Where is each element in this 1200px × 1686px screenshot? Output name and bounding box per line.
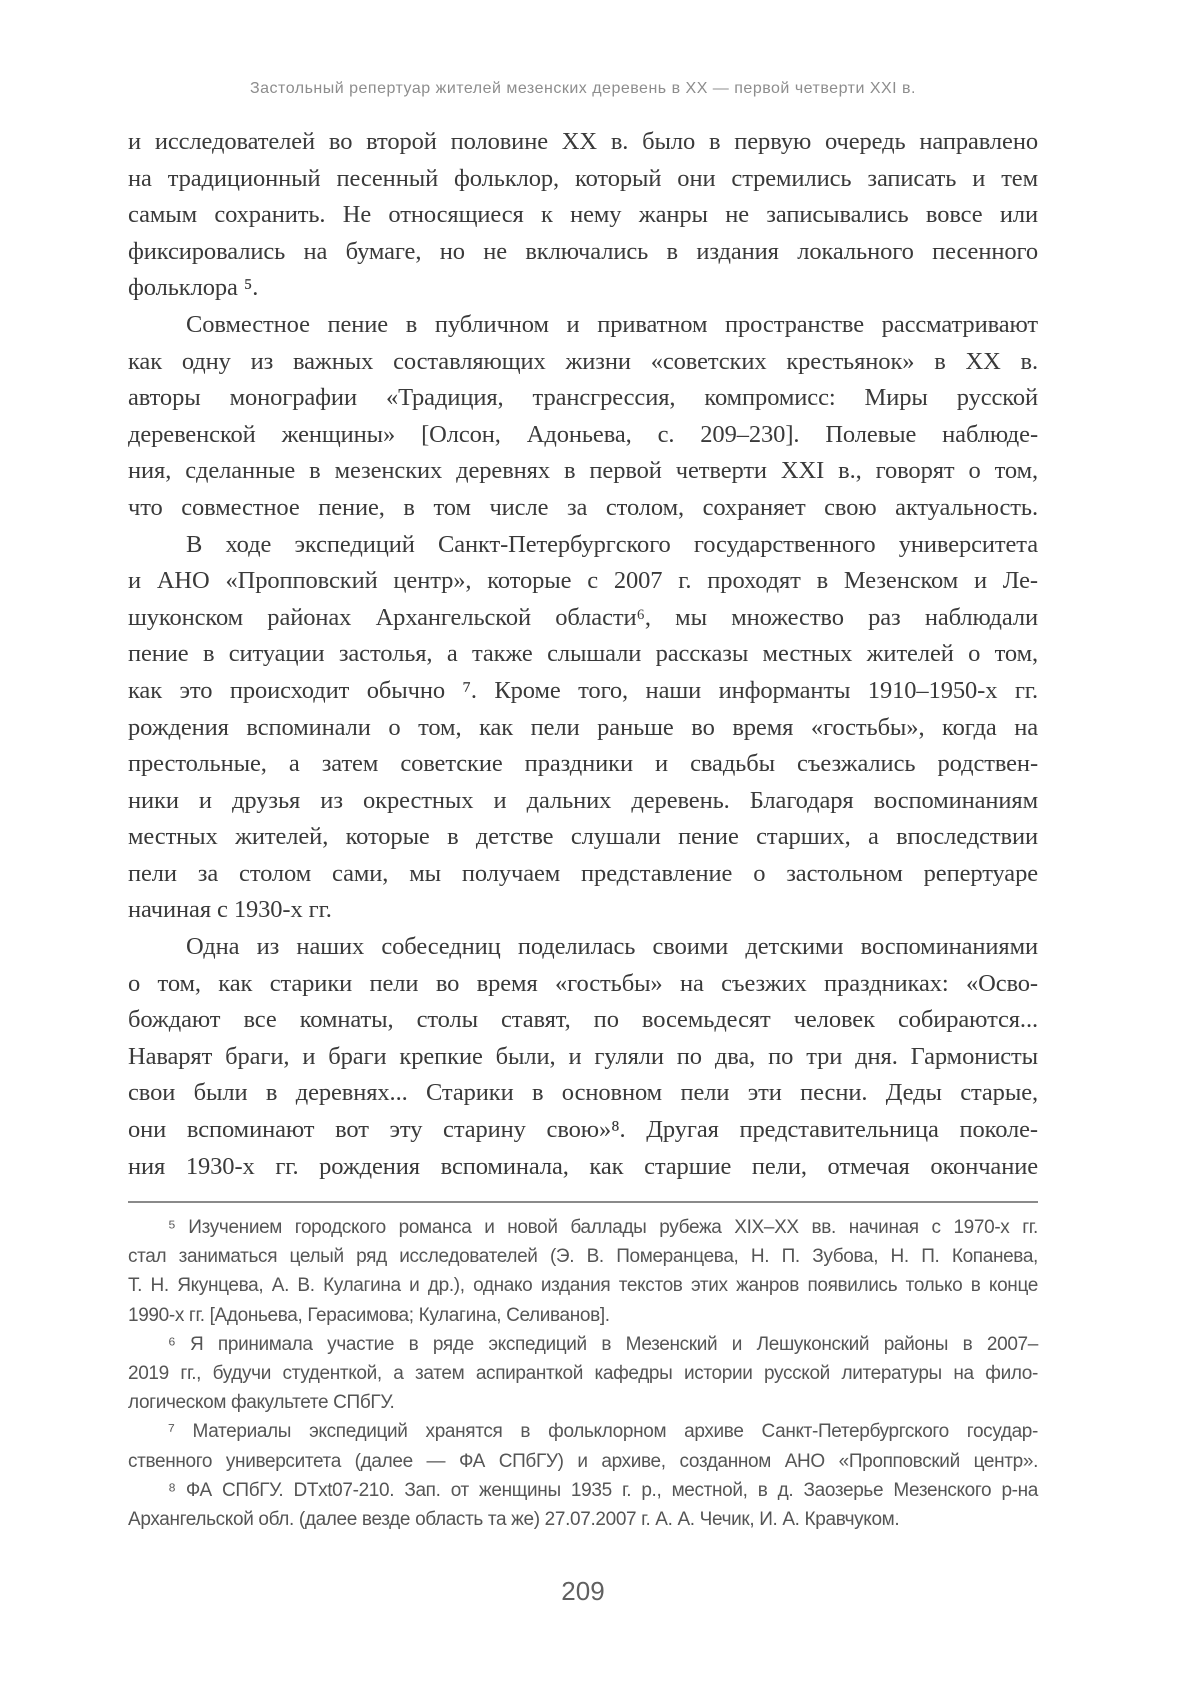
footnote-line: 1990-х гг. [Адоньева, Герасимова; Кулагина, Селиванов]. (128, 1304, 610, 1326)
body-line: и АНО «Пропповский центр», которые с 2007 г. проходят в Мезенском и Ле- (128, 567, 1038, 595)
body-line: деревенской женщины» [Олсон, Адоньева, с. 209–230]. Полевые наблюде- (128, 420, 1038, 448)
body-line: фиксировались на бумаге, но не включались в издания локального песенного (128, 237, 1038, 265)
footnote-line: ⁵ Изучением городского романса и новой баллады рубежа XIX–XX вв. начиная с 1970-х гг. (168, 1217, 1038, 1238)
body-line: как это происходит обычно ⁷. Кроме того, наши информанты 1910–1950-х гг. (128, 676, 1038, 704)
footnote-line: ственного университета (далее — ФА СПбГУ) и архиве, созданном АНО «Пропповский центр». (128, 1450, 1038, 1472)
page-number: 209 (561, 1576, 605, 1606)
footnote (128, 1330, 1038, 1418)
footnote-line: ⁶ Я принимала участие в ряде экспедиций в Мезенский и Лешуконский районы в 2007– (168, 1333, 1038, 1355)
body-line: В ходе экспедиций Санкт-Петербургского государственного университета (186, 530, 1038, 558)
footnotes (128, 1213, 1038, 1534)
footnote (128, 1476, 1038, 1534)
footnote (128, 1213, 1038, 1330)
body-line: пели за столом сами, мы получаем представление о застольном репертуаре (128, 859, 1038, 887)
body-line: свои были в деревнях... Старики в основном пели эти песни. Деды старые, (128, 1079, 1038, 1107)
body-line: Наварят браги, и браги крепкие были, и гуляли по два, по три дня. Гармонисты (128, 1042, 1038, 1070)
body-line: пение в ситуации застолья, а также слышали рассказы местных жителей о том, (128, 640, 1038, 668)
body-line: они вспоминают вот эту старину свою»⁸. Другая представительница поколе- (128, 1116, 1038, 1144)
body-line: Одна из наших собеседниц поделилась своими детскими воспоминаниями (186, 933, 1038, 961)
footnote-line: Т. Н. Якунцева, А. В. Кулагина и др.), однако издания текстов этих жанров появились только в конце (128, 1275, 1038, 1297)
paragraph (128, 527, 1038, 930)
footnote-line: ⁷ Материалы экспедиций хранятся в фольклорном архиве Санкт-Петербургского государ- (168, 1421, 1038, 1443)
body-line: авторы монографии «Традиция, трансгрессия, компромисс: Миры русской (128, 384, 1038, 412)
body-line: начиная с 1930-х гг. (128, 896, 332, 924)
body-text (128, 124, 1038, 1185)
footnote-line: стал заниматься целый ряд исследователей (Э. В. Померанцева, Н. П. Зубова, Н. П. Копанева, (128, 1246, 1038, 1268)
paragraph (128, 929, 1038, 1185)
body-line: и исследователей во второй половине XX в. было в первую очередь направлено (128, 128, 1038, 155)
body-line: Совместное пение в публичном и приватном пространстве рассматривают (186, 310, 1038, 338)
body-line: о том, как старики пели во время «гостьбы» на съезжих праздниках: «Осво- (128, 969, 1038, 997)
footnote-line: логическом факультете СПбГУ. (128, 1392, 395, 1414)
body-line: что совместное пение, в том числе за столом, сохраняет свою актуальность. (128, 493, 1038, 521)
body-line: на традиционный песенный фольклор, который они стремились записать и тем (128, 164, 1038, 192)
paragraph (128, 124, 1038, 307)
footnote-line: ⁸ ФА СПбГУ. DTxt07-210. Зап. от женщины 1935 г. р., местной, в д. Заозерье Мезенского р-на (168, 1479, 1038, 1501)
body-line: бождают все комнаты, столы ставят, по восемьдесят человек собираются... (128, 1006, 1038, 1034)
paragraph (128, 307, 1038, 527)
footnote-line: 2019 гг., будучи студенткой, а затем аспиранткой кафедры истории русской литературы на фило- (128, 1363, 1038, 1385)
footnote-line: Архангельской обл. (далее везде область та же) 27.07.2007 г. А. А. Чечик, И. А. Кравчуком. (128, 1509, 900, 1531)
body-line: самым сохранить. Не относящиеся к нему жанры не записывались вовсе или (128, 201, 1038, 229)
body-line: фольклора ⁵. (128, 274, 259, 302)
body-line: как одну из важных составляющих жизни «советских крестьянок» в XX в. (128, 347, 1038, 375)
running-head: Застольный репертуар жителей мезенских деревень в XX — первой четверти XXI в. (249, 80, 916, 97)
body-line: местных жителей, которые в детстве слушали пение старших, а впоследствии (128, 823, 1038, 851)
footnote (128, 1417, 1038, 1475)
body-line: ния 1930-х гг. рождения вспоминала, как старшие пели, отмечая окончание (128, 1152, 1038, 1180)
body-line: рождения вспоминали о том, как пели раньше во время «гостьбы», когда на (128, 713, 1038, 741)
body-line: ники и друзья из окрестных и дальних деревень. Благодаря воспоминаниям (128, 786, 1038, 814)
footnote-separator (128, 1201, 1038, 1203)
body-line: шуконском районах Архангельской области⁶, мы множество раз наблюдали (128, 603, 1038, 631)
body-line: престольные, а затем советские праздники и свадьбы съезжались родствен- (128, 750, 1038, 778)
body-line: ния, сделанные в мезенских деревнях в первой четверти XXI в., говорят о том, (128, 457, 1038, 485)
